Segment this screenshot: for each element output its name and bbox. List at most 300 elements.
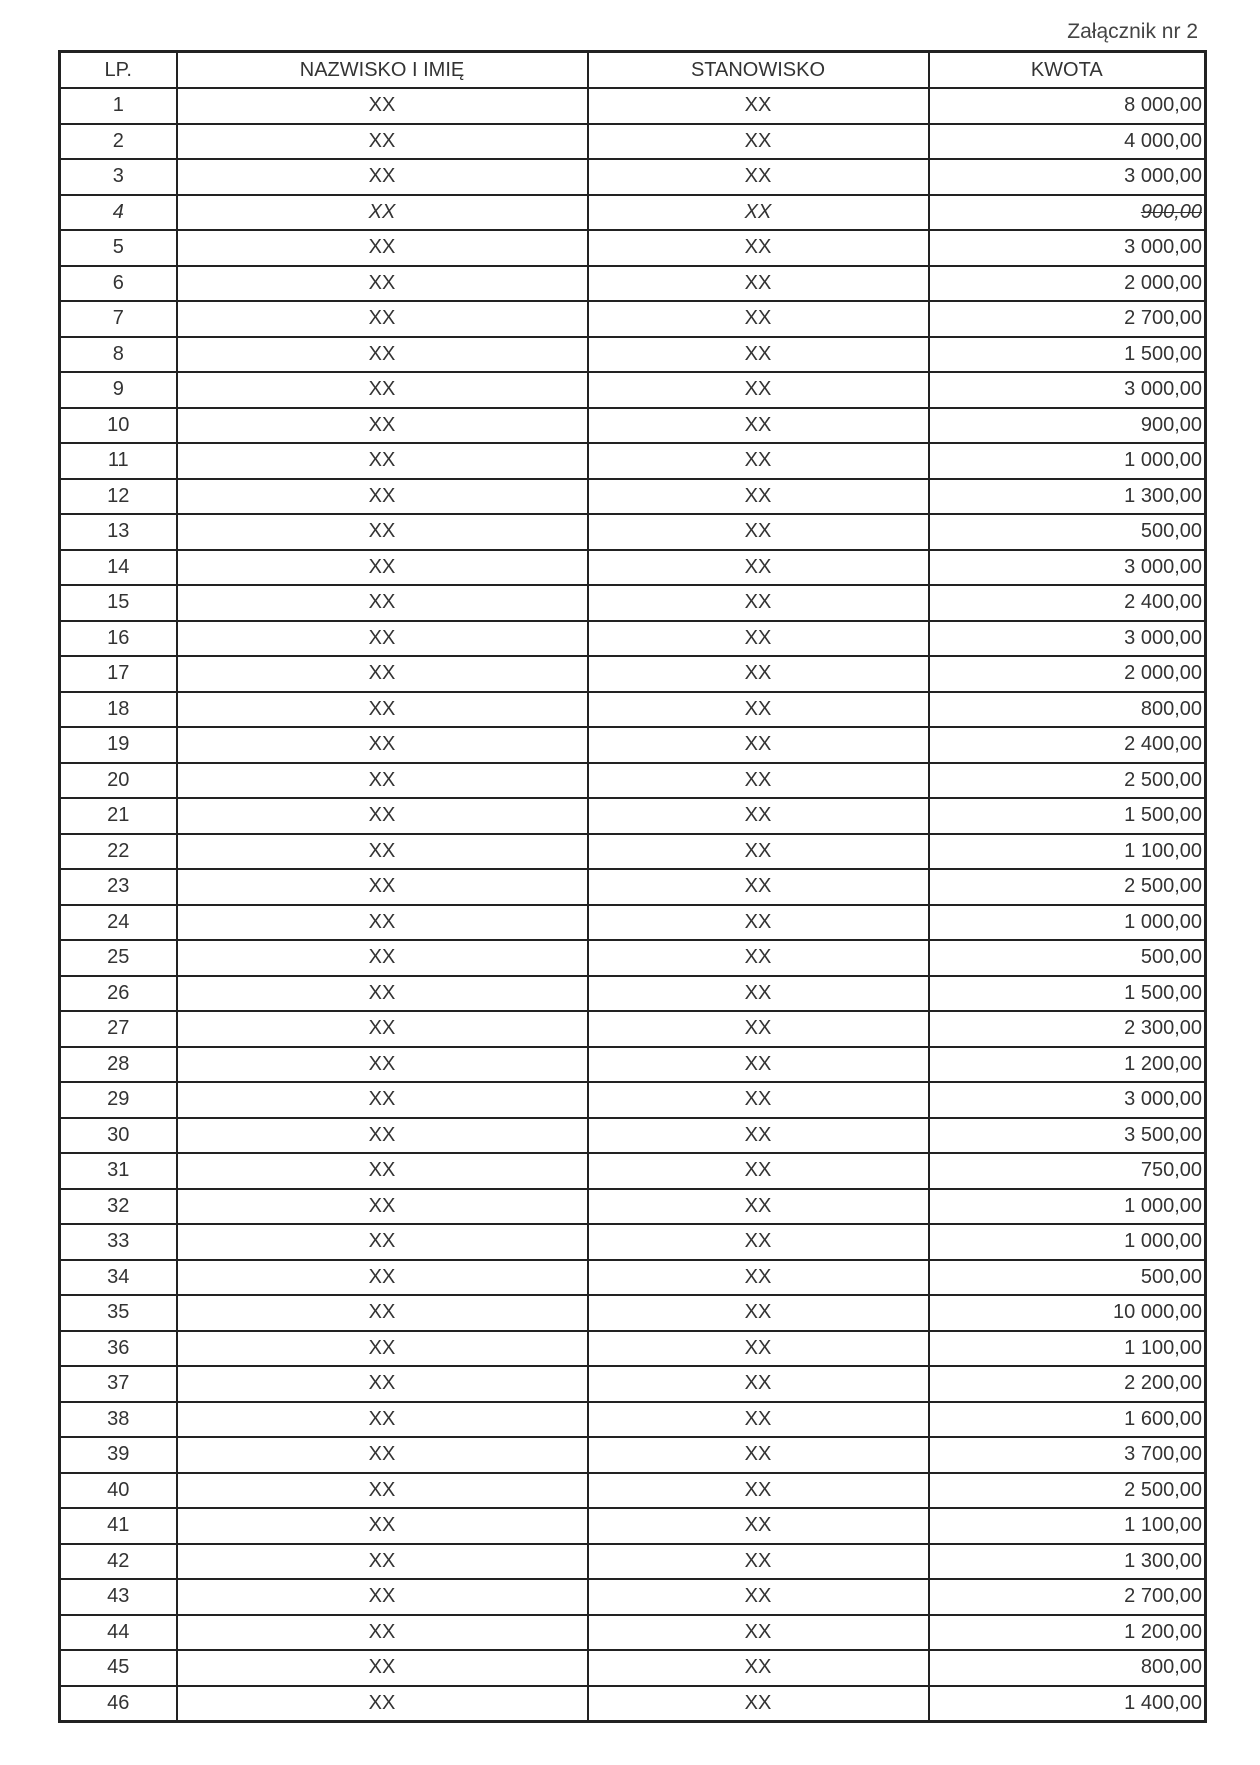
row-name-text: XX (368, 307, 396, 330)
table-row (60, 940, 1206, 976)
table-row (60, 1331, 1206, 1367)
row-name-text: XX (368, 1514, 396, 1537)
row-position-text: XX (744, 1585, 772, 1608)
row-position (588, 656, 929, 692)
row-amount-text: 2 700,00 (1124, 1585, 1202, 1608)
row-position (588, 479, 929, 515)
row-position-text: XX (744, 1620, 772, 1643)
table-row (60, 124, 1206, 160)
table-row (60, 1686, 1206, 1722)
row-name-text: XX (368, 484, 396, 507)
row-number (60, 1473, 177, 1509)
row-number (60, 266, 177, 302)
row-number (60, 159, 177, 195)
row-position-text: XX (744, 1159, 772, 1182)
row-position-text: XX (744, 839, 772, 862)
row-name (177, 1260, 588, 1296)
row-position (588, 1544, 929, 1580)
row-number-text: 26 (107, 981, 130, 1004)
row-number-text: 19 (107, 733, 130, 756)
row-position-text: XX (744, 342, 772, 365)
row-amount-text: 750,00 (1140, 1159, 1202, 1182)
row-name (177, 408, 588, 444)
row-name (177, 763, 588, 799)
row-amount-text: 1 100,00 (1124, 839, 1202, 862)
table-row (60, 1437, 1206, 1473)
row-name-text: XX (368, 1549, 396, 1572)
row-amount (929, 1686, 1206, 1722)
row-amount-text: 3 700,00 (1124, 1443, 1202, 1466)
row-amount-text: 1 500,00 (1124, 804, 1202, 827)
table-row (60, 585, 1206, 621)
row-position-text: XX (744, 804, 772, 827)
row-position-text: XX (744, 1407, 772, 1430)
row-name (177, 1011, 588, 1047)
row-amount (929, 1082, 1206, 1118)
row-position-text: XX (744, 94, 772, 117)
row-name-text: XX (368, 875, 396, 898)
row-amount-text: 8 000,00 (1124, 94, 1202, 117)
row-number-text: 31 (107, 1159, 130, 1182)
table-row (60, 905, 1206, 941)
row-number-text: 37 (107, 1372, 130, 1395)
row-number (60, 1437, 177, 1473)
row-name (177, 1402, 588, 1438)
row-amount-text: 500,00 (1140, 520, 1202, 543)
row-number (60, 869, 177, 905)
row-name (177, 1437, 588, 1473)
row-name-text: XX (368, 697, 396, 720)
table-row (60, 834, 1206, 870)
row-position (588, 1153, 929, 1189)
row-name (177, 1224, 588, 1260)
row-amount (929, 1153, 1206, 1189)
row-number (60, 1615, 177, 1651)
row-name-text: XX (368, 271, 396, 294)
row-number-text: 29 (107, 1088, 130, 1111)
row-number-text: 28 (107, 1052, 130, 1075)
row-number-text: 46 (107, 1691, 130, 1714)
row-name-text: XX (368, 1585, 396, 1608)
row-amount (929, 124, 1206, 160)
row-position-text: XX (744, 1478, 772, 1501)
row-name (177, 1473, 588, 1509)
row-number (60, 479, 177, 515)
row-position (588, 1224, 929, 1260)
row-amount (929, 230, 1206, 266)
row-number (60, 372, 177, 408)
row-name (177, 621, 588, 657)
row-position (588, 230, 929, 266)
row-name (177, 88, 588, 124)
row-name-text: XX (368, 1123, 396, 1146)
row-position (588, 443, 929, 479)
row-number-text: 9 (112, 378, 124, 401)
row-position-text: XX (744, 1549, 772, 1572)
row-number (60, 1686, 177, 1722)
row-number-text: 17 (107, 662, 130, 685)
row-position-text: XX (744, 271, 772, 294)
row-position (588, 408, 929, 444)
row-amount-text: 1 000,00 (1124, 1194, 1202, 1217)
row-name-text: XX (368, 662, 396, 685)
row-position-text: XX (744, 449, 772, 472)
row-number-text: 22 (107, 839, 130, 862)
row-position-text: XX (744, 165, 772, 188)
row-number-text: 2 (112, 129, 124, 152)
row-name-text: XX (368, 733, 396, 756)
row-position (588, 1082, 929, 1118)
row-number (60, 408, 177, 444)
row-amount-text: 3 000,00 (1124, 165, 1202, 188)
row-number-text: 32 (107, 1194, 130, 1217)
row-position-text: XX (744, 1443, 772, 1466)
header-amount: KWOTA (929, 52, 1206, 89)
row-name (177, 1047, 588, 1083)
row-amount-text: 1 500,00 (1124, 981, 1202, 1004)
row-number (60, 195, 177, 231)
row-position (588, 763, 929, 799)
row-position-text: XX (744, 200, 772, 223)
row-amount (929, 1189, 1206, 1225)
row-name-text: XX (368, 1265, 396, 1288)
row-position (588, 940, 929, 976)
table-row (60, 1615, 1206, 1651)
row-name (177, 940, 588, 976)
row-name-text: XX (368, 165, 396, 188)
table-row (60, 266, 1206, 302)
row-number-text: 4 (112, 200, 124, 223)
row-position (588, 1189, 929, 1225)
row-position (588, 585, 929, 621)
row-number-text: 30 (107, 1123, 130, 1146)
row-position (588, 1437, 929, 1473)
row-number-text: 5 (112, 236, 124, 259)
row-amount (929, 763, 1206, 799)
row-amount-text: 3 000,00 (1124, 555, 1202, 578)
table-row (60, 301, 1206, 337)
row-name (177, 479, 588, 515)
row-position (588, 1011, 929, 1047)
row-name (177, 1544, 588, 1580)
row-amount (929, 585, 1206, 621)
row-number-text: 7 (112, 307, 124, 330)
row-number-text: 43 (107, 1585, 130, 1608)
row-amount-text: 2 000,00 (1124, 271, 1202, 294)
row-name (177, 230, 588, 266)
row-name (177, 159, 588, 195)
row-number-text: 15 (107, 591, 130, 614)
row-number-text: 14 (107, 555, 130, 578)
row-amount-text: 2 000,00 (1124, 662, 1202, 685)
row-name-text: XX (368, 1230, 396, 1253)
row-number (60, 1011, 177, 1047)
row-position (588, 1650, 929, 1686)
row-name-text: XX (368, 1620, 396, 1643)
row-amount-text: 1 000,00 (1124, 1230, 1202, 1253)
row-number (60, 1402, 177, 1438)
row-position (588, 798, 929, 834)
row-position (588, 88, 929, 124)
row-amount (929, 195, 1206, 231)
row-amount-text: 2 300,00 (1124, 1017, 1202, 1040)
row-position (588, 1295, 929, 1331)
row-number-text: 18 (107, 697, 130, 720)
row-name (177, 656, 588, 692)
row-name-text: XX (368, 94, 396, 117)
row-number (60, 88, 177, 124)
row-position-text: XX (744, 946, 772, 969)
table-row (60, 976, 1206, 1012)
row-name (177, 195, 588, 231)
row-name-text: XX (368, 839, 396, 862)
row-number (60, 1082, 177, 1118)
row-name (177, 976, 588, 1012)
row-position-text: XX (744, 1265, 772, 1288)
row-name (177, 1686, 588, 1722)
row-amount-text: 1 400,00 (1124, 1691, 1202, 1714)
row-number-text: 24 (107, 910, 130, 933)
row-amount (929, 1402, 1206, 1438)
row-name (177, 1189, 588, 1225)
header-lp: LP. (60, 52, 177, 89)
row-amount (929, 1544, 1206, 1580)
row-amount (929, 550, 1206, 586)
row-number (60, 905, 177, 941)
row-number-text: 12 (107, 484, 130, 507)
row-position-text: XX (744, 1017, 772, 1040)
row-position (588, 159, 929, 195)
row-amount (929, 656, 1206, 692)
row-amount (929, 88, 1206, 124)
row-number (60, 621, 177, 657)
row-name (177, 1579, 588, 1615)
row-position-text: XX (744, 484, 772, 507)
row-number-text: 38 (107, 1407, 130, 1430)
row-name-text: XX (368, 1159, 396, 1182)
row-amount-text: 500,00 (1140, 946, 1202, 969)
row-number (60, 1047, 177, 1083)
row-number (60, 550, 177, 586)
row-amount (929, 1615, 1206, 1651)
row-number-text: 45 (107, 1656, 130, 1679)
row-name (177, 834, 588, 870)
table-row (60, 372, 1206, 408)
row-name (177, 1650, 588, 1686)
table-row (60, 1366, 1206, 1402)
row-name (177, 905, 588, 941)
row-amount (929, 1650, 1206, 1686)
row-name-text: XX (368, 1691, 396, 1714)
row-name-text: XX (368, 449, 396, 472)
table-row (60, 692, 1206, 728)
table-row (60, 195, 1206, 231)
row-position (588, 372, 929, 408)
row-amount (929, 479, 1206, 515)
row-amount (929, 372, 1206, 408)
row-position-text: XX (744, 1230, 772, 1253)
row-amount-text: 2 400,00 (1124, 591, 1202, 614)
row-name (177, 1366, 588, 1402)
table-row (60, 1011, 1206, 1047)
table-row (60, 1544, 1206, 1580)
row-name (177, 550, 588, 586)
row-amount (929, 1331, 1206, 1367)
row-number (60, 514, 177, 550)
row-name-text: XX (368, 236, 396, 259)
row-number (60, 124, 177, 160)
row-number-text: 3 (112, 165, 124, 188)
table-row (60, 88, 1206, 124)
row-position-text: XX (744, 910, 772, 933)
row-amount-text: 3 000,00 (1124, 1088, 1202, 1111)
row-name (177, 727, 588, 763)
table-row (60, 1153, 1206, 1189)
row-position-text: XX (744, 378, 772, 401)
row-amount-text: 900,00 (1140, 200, 1202, 223)
row-number (60, 1579, 177, 1615)
row-number-text: 44 (107, 1620, 130, 1643)
row-number-text: 21 (107, 804, 130, 827)
row-number-text: 39 (107, 1443, 130, 1466)
table-row (60, 550, 1206, 586)
row-amount (929, 1260, 1206, 1296)
row-name (177, 585, 588, 621)
row-amount-text: 2 500,00 (1124, 875, 1202, 898)
row-number (60, 1650, 177, 1686)
row-number-text: 8 (112, 342, 124, 365)
row-amount (929, 905, 1206, 941)
table-body (60, 88, 1206, 1722)
row-number (60, 798, 177, 834)
row-number-text: 40 (107, 1478, 130, 1501)
row-name (177, 798, 588, 834)
row-name (177, 1508, 588, 1544)
row-number (60, 940, 177, 976)
table-row (60, 337, 1206, 373)
row-position (588, 1579, 929, 1615)
row-position-text: XX (744, 1052, 772, 1075)
table-row (60, 656, 1206, 692)
row-position (588, 727, 929, 763)
row-number (60, 976, 177, 1012)
row-amount-text: 10 000,00 (1113, 1301, 1202, 1324)
row-position-text: XX (744, 733, 772, 756)
table-row (60, 798, 1206, 834)
table-header-row (60, 52, 1206, 89)
row-name (177, 514, 588, 550)
row-name-text: XX (368, 981, 396, 1004)
row-position-text: XX (744, 626, 772, 649)
row-amount (929, 1437, 1206, 1473)
row-amount (929, 834, 1206, 870)
row-name (177, 1295, 588, 1331)
row-number-text: 41 (107, 1514, 130, 1537)
table-row (60, 159, 1206, 195)
row-name-text: XX (368, 378, 396, 401)
row-name-text: XX (368, 1336, 396, 1359)
row-amount (929, 1295, 1206, 1331)
row-amount-text: 3 000,00 (1124, 378, 1202, 401)
row-number (60, 230, 177, 266)
row-amount (929, 798, 1206, 834)
row-number (60, 1331, 177, 1367)
row-amount (929, 976, 1206, 1012)
table-row (60, 1579, 1206, 1615)
row-position (588, 1508, 929, 1544)
row-number-text: 35 (107, 1301, 130, 1324)
row-position-text: XX (744, 768, 772, 791)
row-position-text: XX (744, 1372, 772, 1395)
row-amount-text: 1 200,00 (1124, 1052, 1202, 1075)
row-position (588, 1047, 929, 1083)
row-position (588, 337, 929, 373)
row-name (177, 337, 588, 373)
row-position (588, 1260, 929, 1296)
row-number-text: 6 (112, 271, 124, 294)
row-name (177, 692, 588, 728)
row-name-text: XX (368, 1443, 396, 1466)
row-position-text: XX (744, 129, 772, 152)
row-name (177, 266, 588, 302)
row-amount (929, 159, 1206, 195)
row-amount (929, 692, 1206, 728)
table-row (60, 727, 1206, 763)
row-number (60, 1224, 177, 1260)
row-position (588, 869, 929, 905)
row-position (588, 1402, 929, 1438)
row-amount (929, 1011, 1206, 1047)
row-amount (929, 1047, 1206, 1083)
row-number (60, 1508, 177, 1544)
row-name-text: XX (368, 520, 396, 543)
table-row (60, 1402, 1206, 1438)
row-name-text: XX (368, 1194, 396, 1217)
row-amount-text: 1 200,00 (1124, 1620, 1202, 1643)
row-amount (929, 1224, 1206, 1260)
row-name (177, 1082, 588, 1118)
row-number-text: 42 (107, 1549, 130, 1572)
row-name (177, 443, 588, 479)
row-position (588, 1331, 929, 1367)
row-number-text: 23 (107, 875, 130, 898)
row-position-text: XX (744, 875, 772, 898)
row-name (177, 1331, 588, 1367)
row-amount-text: 1 100,00 (1124, 1336, 1202, 1359)
row-name (177, 869, 588, 905)
row-position (588, 124, 929, 160)
table-row (60, 1082, 1206, 1118)
row-amount (929, 621, 1206, 657)
payments-table (58, 50, 1207, 1723)
row-position (588, 301, 929, 337)
row-number (60, 692, 177, 728)
row-position (588, 1366, 929, 1402)
row-number-text: 34 (107, 1265, 130, 1288)
row-number (60, 727, 177, 763)
row-position-text: XX (744, 413, 772, 436)
table-row (60, 1650, 1206, 1686)
row-number (60, 301, 177, 337)
row-amount-text: 1 100,00 (1124, 1514, 1202, 1537)
row-amount (929, 869, 1206, 905)
row-number-text: 10 (107, 413, 130, 436)
row-position (588, 1473, 929, 1509)
row-amount (929, 443, 1206, 479)
row-amount-text: 900,00 (1140, 413, 1202, 436)
row-amount-text: 500,00 (1140, 1265, 1202, 1288)
row-amount (929, 1473, 1206, 1509)
